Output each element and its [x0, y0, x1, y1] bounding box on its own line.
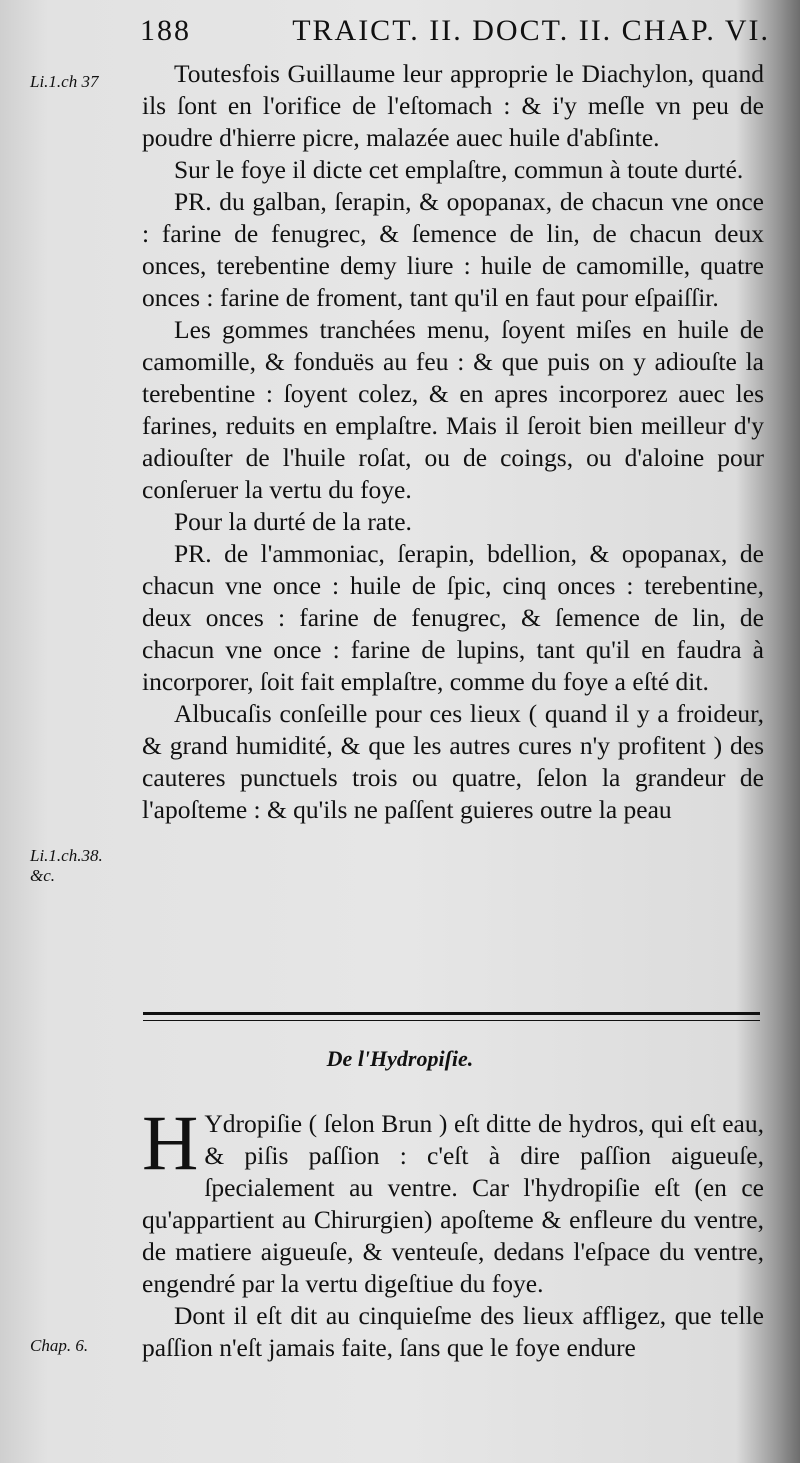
paragraph: Dont il eſt dit au cinquieſme des lieux affligez, que telle paſſion n'eſt jamais faite, ſans que le foye endure	[142, 1301, 764, 1362]
paragraph: PR. du galban, ſerapin, & opopanax, de chacun vne once : farine de fenugrec, & ſemence de lin, de chacun deux onces, terebentine demy liure : huile de camomille, quatre onces : farine de froment, tant qu'il en faut pour eſpaiſſir.	[142, 187, 764, 312]
section-divider	[143, 1012, 760, 1021]
lower-text-block	[142, 1099, 764, 1364]
running-title: TRAICT. II. DOCT. II. CHAP. VI.	[292, 14, 770, 47]
paragraph: Toutesfois Guillaume leur approprie le Diachylon, quand ils ſont en l'orifice de l'eſtomach : & i'y meſle vn peu de poudre d'hierre picre, malazée auec huile d'abſinte.	[142, 59, 764, 152]
page-number: 188	[140, 14, 191, 47]
paragraph	[142, 1099, 764, 1300]
running-header	[140, 14, 770, 48]
margin-note-ref-1: Li.1.ch 37	[30, 72, 99, 91]
paragraph: Les gommes tranchées menu, ſoyent miſes en huile de camomille, & fonduës au feu : & que puis on y adiouſte la terebentine : ſoyent colez, & en apres incorporez auec les farines, reduits en emplaſtre. Mais il ſeroit bien meilleur d'y adiouſter de l'huile roſat, ou de coings, ou d'aloine pour conſeruer la vertu du foye.	[142, 315, 764, 504]
margin-note-ref-3: Chap. 6.	[30, 1336, 89, 1355]
margin-note-ref-2: Li.1.ch.38. &c.	[30, 846, 103, 885]
paragraph-text: Ydropiſie ( ſelon Brun ) eſt ditte de hydros, qui eſt eau, & piſis paſſion : c'eſt à dire paſſion aigueuſe, ſpecialement au ventre. Car l'hydropiſie eſt (en ce qu'appartient au Chirurgien) apoſteme & enfleure du ventre, de matiere aigueuſe, & venteuſe, dedans l'eſpace du ventre, engendré par la vertu digeſtiue du foye.	[142, 1109, 764, 1298]
upper-text-block	[142, 58, 764, 826]
paragraph: PR. de l'ammoniac, ſerapin, bdellion, & opopanax, de chacun vne once : huile de ſpic, cinq onces : terebentine, deux onces : farine de fenugrec, & ſemence de lin, de chacun vne once : farine de lupins, tant qu'il en faudra à incorporer, ſoit fait emplaſtre, comme du foye a eſté dit.	[142, 539, 764, 696]
paragraph: Sur le foye il dicte cet emplaſtre, commun à toute durté.	[174, 155, 744, 184]
section-title: De l'Hydropiſie.	[326, 1046, 474, 1071]
drop-cap: H	[142, 1099, 199, 1186]
paragraph: Pour la durté de la rate.	[174, 507, 412, 536]
paragraph: Albucaſis conſeille pour ces lieux ( quand il y a froideur, & grand humidité, & que les autres cures n'y profitent ) des cauteres punctuels trois ou quatre, ſelon la grandeur de l'apoſteme : & qu'ils ne paſſent guieres outre la peau	[142, 699, 764, 824]
